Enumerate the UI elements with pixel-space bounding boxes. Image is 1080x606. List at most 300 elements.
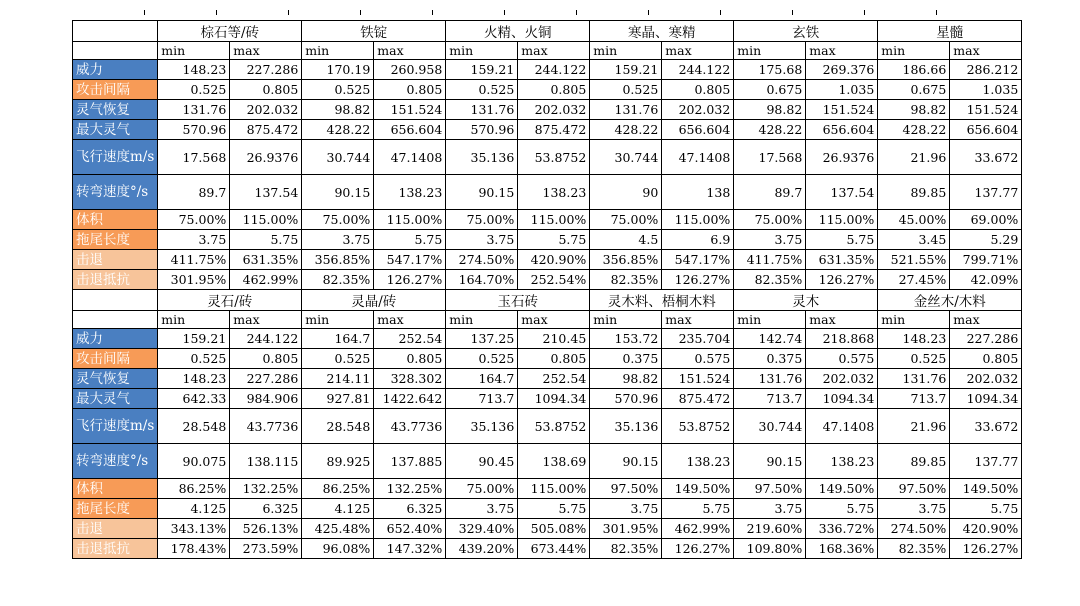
stats-table (72, 20, 1022, 559)
stat-value: 0.525 (590, 80, 662, 100)
stat-value: 570.96 (446, 120, 518, 140)
material-header: 灵木 (734, 290, 878, 311)
stat-value: 202.032 (950, 369, 1022, 389)
stat-value: 799.71% (950, 250, 1022, 270)
stat-value: 89.925 (302, 444, 374, 479)
stat-value: 69.00% (950, 210, 1022, 230)
stat-value: 90.15 (734, 444, 806, 479)
stat-value: 425.48% (302, 519, 374, 539)
stat-value: 656.604 (950, 120, 1022, 140)
stat-value: 75.00% (302, 210, 374, 230)
stat-value: 0.805 (374, 349, 446, 369)
stat-value: 89.7 (158, 175, 230, 210)
stat-value: 4.125 (302, 499, 374, 519)
material-header-row (73, 290, 1022, 311)
cropped-border-tick (288, 10, 292, 15)
stat-value: 713.7 (878, 389, 950, 409)
stat-value: 0.805 (230, 349, 302, 369)
material-header: 灵石/砖 (158, 290, 302, 311)
stat-label: 灵气恢复 (73, 100, 158, 120)
stat-value: 115.00% (518, 479, 590, 499)
stat-value: 115.00% (374, 210, 446, 230)
stat-value: 26.9376 (806, 140, 878, 175)
stat-row (73, 230, 1022, 250)
min-header: min (590, 42, 662, 60)
min-header: min (158, 311, 230, 329)
stat-value: 82.35% (590, 270, 662, 290)
max-header: max (806, 311, 878, 329)
stat-value: 0.675 (734, 80, 806, 100)
stat-value: 82.35% (590, 539, 662, 559)
stat-value: 148.23 (878, 329, 950, 349)
stat-value: 17.568 (158, 140, 230, 175)
stat-row (73, 479, 1022, 499)
stat-value: 301.95% (590, 519, 662, 539)
stat-value: 286.212 (950, 60, 1022, 80)
stat-value: 875.472 (230, 120, 302, 140)
stat-value: 202.032 (518, 100, 590, 120)
min-header: min (302, 42, 374, 60)
min-max-header-row (73, 42, 1022, 60)
material-header: 金丝木/木料 (878, 290, 1022, 311)
stat-label: 击退抵抗 (73, 539, 158, 559)
stat-value: 3.45 (878, 230, 950, 250)
stat-value: 260.958 (374, 60, 446, 80)
stat-value: 138.23 (662, 444, 734, 479)
stat-value: 98.82 (590, 369, 662, 389)
stat-value: 3.75 (878, 499, 950, 519)
stat-value: 137.885 (374, 444, 446, 479)
stat-value: 159.21 (590, 60, 662, 80)
stat-row (73, 499, 1022, 519)
stat-value: 252.54 (374, 329, 446, 349)
stat-value: 126.27% (950, 539, 1022, 559)
stat-value: 0.525 (158, 80, 230, 100)
stat-value: 202.032 (806, 369, 878, 389)
stat-row (73, 539, 1022, 559)
max-header: max (950, 311, 1022, 329)
stat-value: 5.75 (806, 499, 878, 519)
max-header: max (230, 42, 302, 60)
stat-value: 35.136 (446, 409, 518, 444)
max-header: max (806, 42, 878, 60)
stat-label: 攻击间隔 (73, 349, 158, 369)
material-header: 玄铁 (734, 21, 878, 42)
stat-value: 521.55% (878, 250, 950, 270)
corner-cell (73, 311, 158, 329)
stat-value: 90.45 (446, 444, 518, 479)
stat-label: 体积 (73, 479, 158, 499)
stat-value: 462.99% (230, 270, 302, 290)
stat-label: 最大灵气 (73, 389, 158, 409)
stat-value: 96.08% (302, 539, 374, 559)
stat-label: 体积 (73, 210, 158, 230)
stat-row (73, 100, 1022, 120)
stat-value: 984.906 (230, 389, 302, 409)
stat-value: 356.85% (590, 250, 662, 270)
stat-value: 0.375 (734, 349, 806, 369)
stat-row (73, 369, 1022, 389)
max-header: max (374, 311, 446, 329)
stat-value: 137.25 (446, 329, 518, 349)
stat-value: 175.68 (734, 60, 806, 80)
min-header: min (446, 42, 518, 60)
stat-value: 115.00% (230, 210, 302, 230)
stat-value: 170.19 (302, 60, 374, 80)
stat-value: 186.66 (878, 60, 950, 80)
stat-value: 631.35% (230, 250, 302, 270)
stat-value: 3.75 (446, 230, 518, 250)
min-header: min (158, 42, 230, 60)
stat-value: 97.50% (590, 479, 662, 499)
stat-value: 252.54 (518, 369, 590, 389)
stat-value: 147.32% (374, 539, 446, 559)
stat-value: 0.805 (950, 349, 1022, 369)
min-header: min (446, 311, 518, 329)
stat-value: 89.7 (734, 175, 806, 210)
stat-value: 244.122 (518, 60, 590, 80)
stat-value: 153.72 (590, 329, 662, 349)
stat-value: 42.09% (950, 270, 1022, 290)
stat-value: 227.286 (950, 329, 1022, 349)
stat-label: 灵气恢复 (73, 369, 158, 389)
stat-value: 47.1408 (662, 140, 734, 175)
stat-value: 131.76 (734, 369, 806, 389)
cropped-border-tick (936, 10, 940, 15)
stat-value: 53.8752 (662, 409, 734, 444)
stat-value: 411.75% (158, 250, 230, 270)
cropped-border-tick (864, 10, 868, 15)
stat-value: 336.72% (806, 519, 878, 539)
stat-value: 329.40% (446, 519, 518, 539)
stat-value: 138.23 (374, 175, 446, 210)
stat-value: 137.54 (806, 175, 878, 210)
stat-value: 89.85 (878, 444, 950, 479)
stat-row (73, 210, 1022, 230)
stat-value: 90.15 (446, 175, 518, 210)
stat-value: 159.21 (158, 329, 230, 349)
stat-value: 0.525 (446, 80, 518, 100)
stat-value: 75.00% (446, 210, 518, 230)
stat-value: 547.17% (374, 250, 446, 270)
stat-value: 235.704 (662, 329, 734, 349)
min-header: min (734, 42, 806, 60)
stat-value: 570.96 (590, 389, 662, 409)
material-header: 铁锭 (302, 21, 446, 42)
stat-value: 90.075 (158, 444, 230, 479)
stat-label: 飞行速度m/s (73, 140, 158, 175)
stat-value: 6.325 (230, 499, 302, 519)
stat-row (73, 175, 1022, 210)
stat-label: 威力 (73, 60, 158, 80)
stat-value: 5.75 (518, 230, 590, 250)
cropped-border-tick (792, 10, 796, 15)
stat-value: 3.75 (734, 499, 806, 519)
corner-cell (73, 290, 158, 311)
stat-value: 35.136 (446, 140, 518, 175)
stat-value: 138.69 (518, 444, 590, 479)
stat-row (73, 389, 1022, 409)
stat-value: 0.575 (662, 349, 734, 369)
cropped-border-tick (576, 10, 580, 15)
stat-value: 168.36% (806, 539, 878, 559)
stat-value: 244.122 (662, 60, 734, 80)
stat-value: 98.82 (878, 100, 950, 120)
cropped-border-tick (504, 10, 508, 15)
stat-value: 0.675 (878, 80, 950, 100)
stat-row (73, 140, 1022, 175)
stat-value: 27.45% (878, 270, 950, 290)
min-header: min (878, 42, 950, 60)
stat-value: 98.82 (302, 100, 374, 120)
stat-value: 5.75 (518, 499, 590, 519)
stat-value: 45.00% (878, 210, 950, 230)
stat-value: 570.96 (158, 120, 230, 140)
material-header: 灵木料、梧桐木料 (590, 290, 734, 311)
stat-value: 227.286 (230, 60, 302, 80)
stat-value: 526.13% (230, 519, 302, 539)
stat-value: 0.805 (518, 349, 590, 369)
stat-value: 132.25% (230, 479, 302, 499)
stat-value: 273.59% (230, 539, 302, 559)
stat-value: 252.54% (518, 270, 590, 290)
stat-value: 137.77 (950, 444, 1022, 479)
stat-value: 428.22 (878, 120, 950, 140)
stat-value: 90.15 (302, 175, 374, 210)
stat-label: 击退 (73, 250, 158, 270)
stat-value: 420.90% (518, 250, 590, 270)
min-max-header-row (73, 311, 1022, 329)
stat-value: 90 (590, 175, 662, 210)
stat-value: 3.75 (302, 230, 374, 250)
stat-value: 151.524 (662, 369, 734, 389)
stat-value: 1422.642 (374, 389, 446, 409)
stat-value: 1.035 (806, 80, 878, 100)
stat-value: 631.35% (806, 250, 878, 270)
stat-value: 149.50% (806, 479, 878, 499)
stat-label: 转弯速度°/s (73, 444, 158, 479)
stat-value: 159.21 (446, 60, 518, 80)
stat-value: 547.17% (662, 250, 734, 270)
stat-value: 148.23 (158, 60, 230, 80)
stat-value: 1094.34 (518, 389, 590, 409)
stat-value: 4.125 (158, 499, 230, 519)
max-header: max (518, 42, 590, 60)
stat-row (73, 60, 1022, 80)
stat-value: 43.7736 (374, 409, 446, 444)
cropped-border-tick (360, 10, 364, 15)
stat-value: 75.00% (734, 210, 806, 230)
max-header: max (518, 311, 590, 329)
stat-value: 673.44% (518, 539, 590, 559)
stat-value: 138.23 (518, 175, 590, 210)
material-header: 寒晶、寒精 (590, 21, 734, 42)
stat-row (73, 270, 1022, 290)
stat-value: 149.50% (950, 479, 1022, 499)
stat-value: 428.22 (734, 120, 806, 140)
stat-row (73, 120, 1022, 140)
stat-value: 132.25% (374, 479, 446, 499)
corner-cell (73, 42, 158, 60)
stat-value: 4.5 (590, 230, 662, 250)
stat-value: 214.11 (302, 369, 374, 389)
stat-value: 656.604 (662, 120, 734, 140)
stat-value: 202.032 (230, 100, 302, 120)
corner-cell (73, 21, 158, 42)
stat-value: 0.805 (518, 80, 590, 100)
stat-value: 89.85 (878, 175, 950, 210)
material-header: 棕石等/砖 (158, 21, 302, 42)
stat-value: 151.524 (950, 100, 1022, 120)
stat-value: 178.43% (158, 539, 230, 559)
stat-value: 202.032 (662, 100, 734, 120)
stat-value: 420.90% (950, 519, 1022, 539)
stat-value: 210.45 (518, 329, 590, 349)
stat-value: 75.00% (446, 479, 518, 499)
stat-value: 439.20% (446, 539, 518, 559)
stat-value: 131.76 (878, 369, 950, 389)
min-header: min (302, 311, 374, 329)
cropped-border-tick (648, 10, 652, 15)
stat-value: 642.33 (158, 389, 230, 409)
stat-label: 击退抵抗 (73, 270, 158, 290)
material-header: 星髓 (878, 21, 1022, 42)
stat-value: 97.50% (734, 479, 806, 499)
min-header: min (878, 311, 950, 329)
stat-value: 5.75 (374, 230, 446, 250)
stat-value: 274.50% (878, 519, 950, 539)
stat-value: 0.525 (158, 349, 230, 369)
stat-value: 138.23 (806, 444, 878, 479)
stat-value: 356.85% (302, 250, 374, 270)
stat-value: 875.472 (518, 120, 590, 140)
stat-value: 47.1408 (374, 140, 446, 175)
stat-value: 115.00% (518, 210, 590, 230)
stat-value: 138.115 (230, 444, 302, 479)
stat-value: 126.27% (806, 270, 878, 290)
stat-value: 343.13% (158, 519, 230, 539)
stat-value: 0.805 (662, 80, 734, 100)
stat-value: 3.75 (734, 230, 806, 250)
cropped-border-tick (216, 10, 220, 15)
stat-value: 1.035 (950, 80, 1022, 100)
stat-label: 击退 (73, 519, 158, 539)
stat-value: 713.7 (734, 389, 806, 409)
min-header: min (734, 311, 806, 329)
stat-value: 3.75 (158, 230, 230, 250)
stat-value: 82.35% (734, 270, 806, 290)
cropped-border-tick (144, 10, 148, 15)
stat-value: 328.302 (374, 369, 446, 389)
stat-value: 131.76 (590, 100, 662, 120)
stat-value: 462.99% (662, 519, 734, 539)
stat-value: 0.525 (302, 80, 374, 100)
stat-row (73, 519, 1022, 539)
stat-value: 137.77 (950, 175, 1022, 210)
stat-value: 219.60% (734, 519, 806, 539)
stat-value: 164.7 (302, 329, 374, 349)
stat-value: 505.08% (518, 519, 590, 539)
stat-value: 109.80% (734, 539, 806, 559)
stat-value: 43.7736 (230, 409, 302, 444)
stat-value: 927.81 (302, 389, 374, 409)
stat-value: 411.75% (734, 250, 806, 270)
stat-row (73, 80, 1022, 100)
stat-value: 0.525 (446, 349, 518, 369)
stat-row (73, 409, 1022, 444)
stat-value: 86.25% (158, 479, 230, 499)
stat-value: 148.23 (158, 369, 230, 389)
stat-value: 47.1408 (806, 409, 878, 444)
stat-value: 28.548 (302, 409, 374, 444)
stat-value: 115.00% (806, 210, 878, 230)
stat-value: 3.75 (590, 499, 662, 519)
cropped-border-tick (432, 10, 436, 15)
stat-value: 126.27% (662, 270, 734, 290)
stat-label: 转弯速度°/s (73, 175, 158, 210)
stat-value: 269.376 (806, 60, 878, 80)
stat-value: 0.375 (590, 349, 662, 369)
stat-value: 164.70% (446, 270, 518, 290)
stat-value: 30.744 (302, 140, 374, 175)
stat-value: 656.604 (374, 120, 446, 140)
stat-value: 5.75 (230, 230, 302, 250)
stat-value: 28.548 (158, 409, 230, 444)
stat-value: 35.136 (590, 409, 662, 444)
stat-value: 21.96 (878, 409, 950, 444)
cropped-border-tick (720, 10, 724, 15)
material-header-row (73, 21, 1022, 42)
stat-value: 17.568 (734, 140, 806, 175)
stat-value: 53.8752 (518, 140, 590, 175)
stat-value: 98.82 (734, 100, 806, 120)
stat-value: 1094.34 (950, 389, 1022, 409)
stat-label: 攻击间隔 (73, 80, 158, 100)
stat-value: 126.27% (662, 539, 734, 559)
stat-value: 6.325 (374, 499, 446, 519)
stat-value: 33.672 (950, 140, 1022, 175)
cropped-top-row (72, 10, 1008, 18)
stat-value: 131.76 (446, 100, 518, 120)
max-header: max (950, 42, 1022, 60)
stat-value: 138 (662, 175, 734, 210)
stat-value: 274.50% (446, 250, 518, 270)
stat-value: 244.122 (230, 329, 302, 349)
stat-value: 5.29 (950, 230, 1022, 250)
max-header: max (230, 311, 302, 329)
stat-value: 126.27% (374, 270, 446, 290)
stat-value: 82.35% (302, 270, 374, 290)
stat-value: 301.95% (158, 270, 230, 290)
stat-value: 428.22 (590, 120, 662, 140)
min-header: min (590, 311, 662, 329)
material-header: 玉石砖 (446, 290, 590, 311)
material-header: 火精、火铜 (446, 21, 590, 42)
stat-row (73, 329, 1022, 349)
stat-value: 3.75 (446, 499, 518, 519)
stat-value: 149.50% (662, 479, 734, 499)
stat-value: 137.54 (230, 175, 302, 210)
stat-value: 875.472 (662, 389, 734, 409)
stat-value: 30.744 (590, 140, 662, 175)
stat-value: 652.40% (374, 519, 446, 539)
stat-value: 5.75 (950, 499, 1022, 519)
stat-value: 151.524 (374, 100, 446, 120)
stat-value: 151.524 (806, 100, 878, 120)
stat-row (73, 444, 1022, 479)
stat-value: 0.525 (878, 349, 950, 369)
stat-value: 5.75 (806, 230, 878, 250)
